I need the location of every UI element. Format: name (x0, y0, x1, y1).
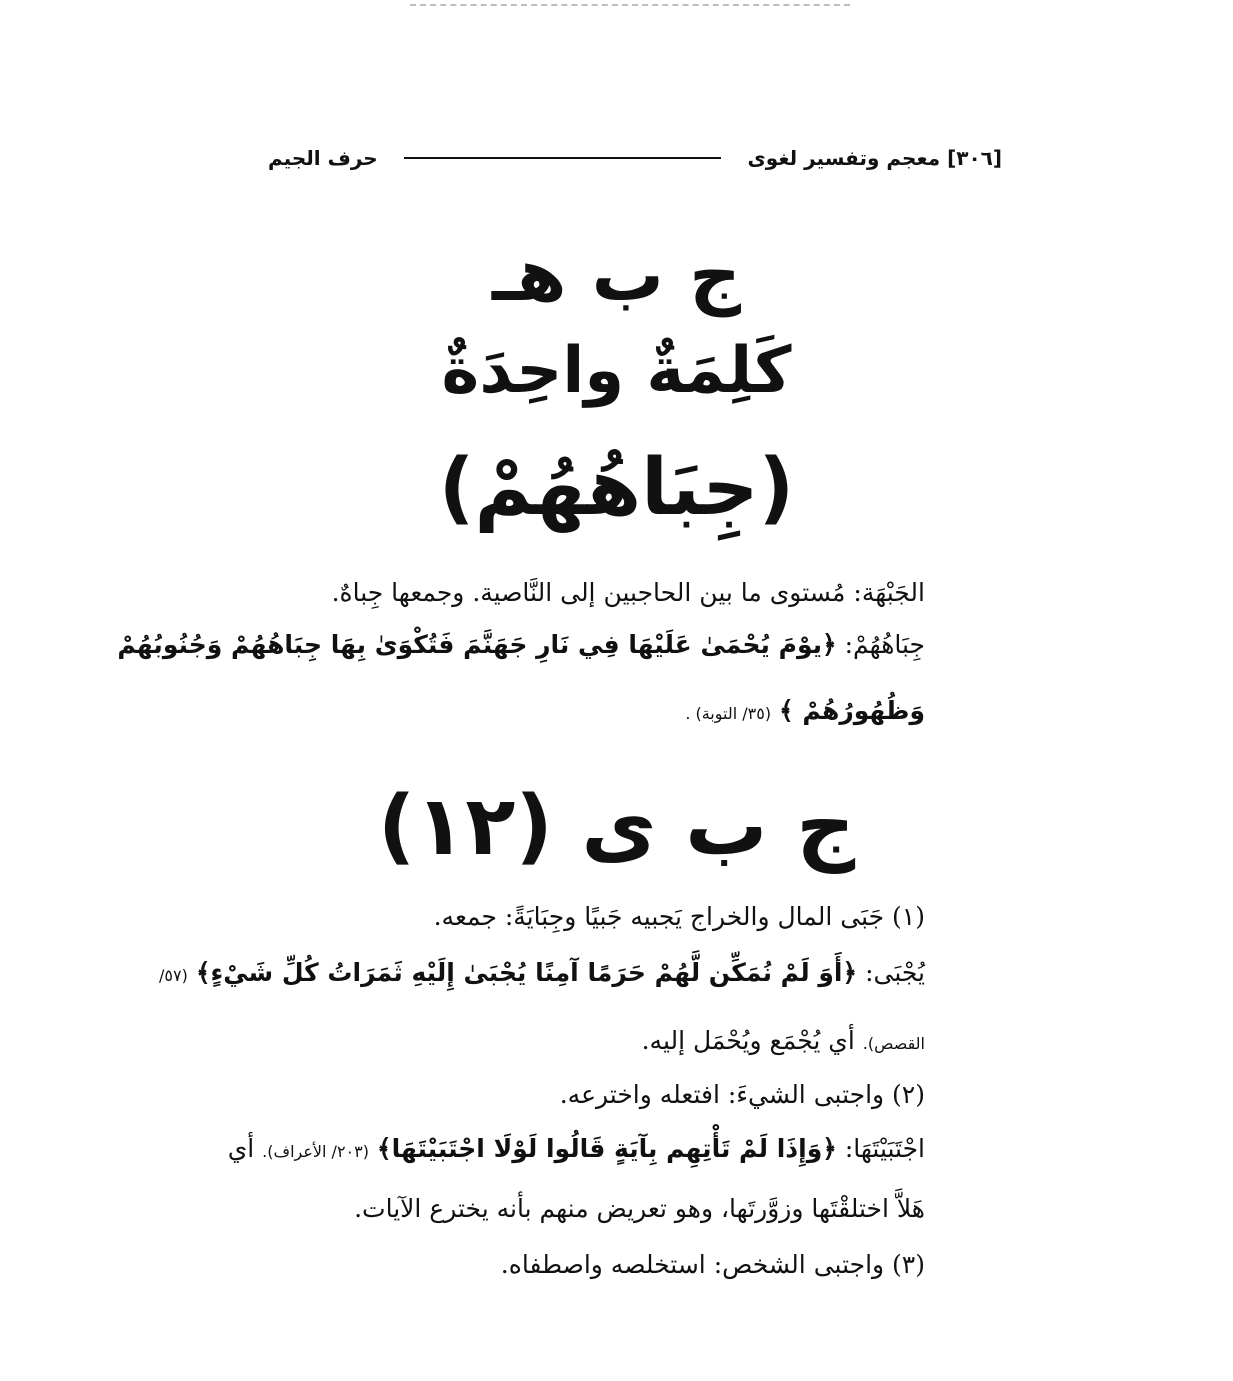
verse-text: ﴿يوْمَ يُحْمَىٰ عَلَيْهَا فِي نَارِ جَهَنَّمَ فَتُكْوَىٰ بِهَا جِبَاهُهُمْ وَجُنُوبُهُمْ (117, 630, 837, 659)
word-count-heading: كَلِمَةٌ واحِدَةٌ (441, 334, 792, 408)
root-heading: ج ب هـ (492, 233, 741, 317)
section-title: حرف الجيم (268, 146, 378, 170)
entry-headword: يُجْبَى: (865, 958, 925, 987)
verse-text: ﴿أَوَ لَمْ نُمَكِّن لَّهُمْ حَرَمًا آمِنًا يُجْبَىٰ إِلَيْهِ ثَمَرَاتُ كُلِّ شَيْءٍ﴾ (195, 958, 858, 987)
header-rule (404, 157, 722, 159)
quran-verse-line (685, 696, 925, 726)
root-heading: ج ب ى (١٢) (377, 779, 856, 874)
entry-headword: جِبَاهُهُمْ: (844, 630, 925, 659)
verse-reference: (٣٥/ التوبة) . (685, 704, 772, 723)
verse-reference: القصص). (862, 1034, 925, 1053)
gloss-line: هَلاَّ اختلقْتَها وزوَّرتَها، وهو تعريض منهم بأنه يخترع الآيات. (354, 1194, 925, 1223)
sense-definition: (٣) واجتبى الشخص: استخلصه واصطفاه. (500, 1250, 925, 1279)
sense-definition: (٢) واجتبى الشيءَ: افتعله واخترعه. (559, 1080, 925, 1109)
verse-text: وَظُهُورُهُمْ ﴾ (779, 696, 925, 725)
sense-definition: (١) جَبَى المال والخراج يَجبيه جَبيًا وجِبَايَةً: جمعه. (433, 902, 925, 931)
quran-verse-line (228, 1134, 925, 1164)
verse-reference: (٢٠٣/ الأعراف). (262, 1142, 369, 1161)
verse-text: ﴿وَإِذَا لَمْ تَأْتِهِم بِآيَةٍ قَالُوا لَوْلَا اجْتَبَيْتَهَا﴾ (376, 1134, 837, 1163)
entry-headword: اجْتَبَيْتَهَا: (844, 1134, 925, 1163)
gloss-line (642, 1026, 925, 1056)
gloss-text: أي (227, 1134, 255, 1163)
definition-line: الجَبْهَة: مُستوى ما بين الحاجبين إلى النَّاصية. وجمعها جِباهٌ. (331, 578, 925, 607)
page-title: [٣٠٦] معجم وتفسير لغوى (747, 146, 1002, 170)
gloss-text: أي يُجْمَع ويُحْمَل إليه. (641, 1026, 855, 1055)
quran-verse-line (117, 630, 925, 660)
quran-verse-line (159, 958, 925, 988)
scan-edge-mark (410, 4, 850, 6)
headword-heading: (جِبَاهُهُمْ) (438, 443, 795, 533)
running-head (268, 140, 1002, 176)
verse-reference: (٥٧/ (159, 966, 188, 985)
